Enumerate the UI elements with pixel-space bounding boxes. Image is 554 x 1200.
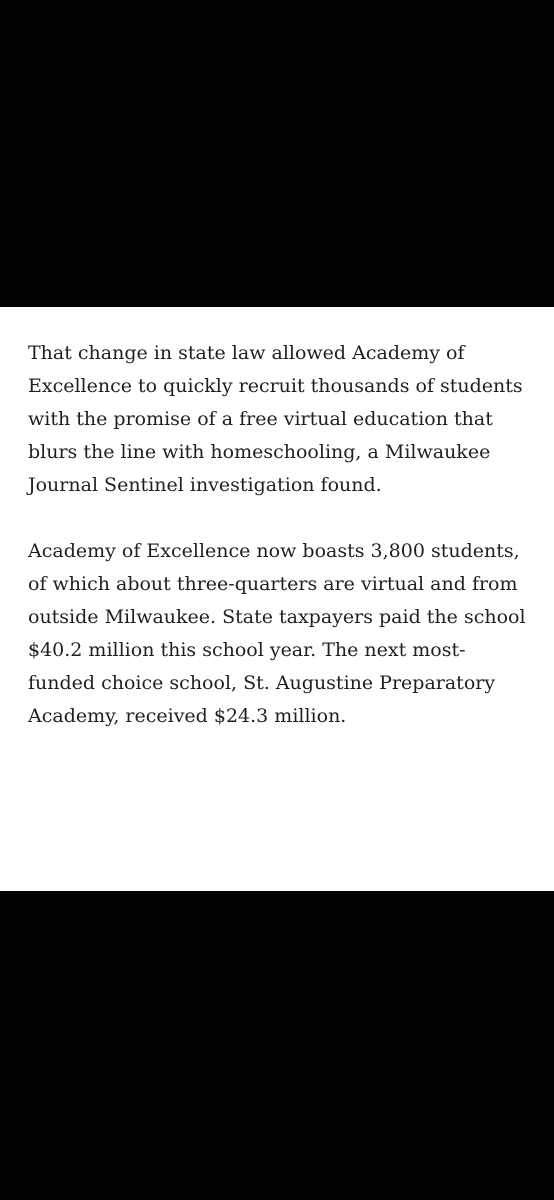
article-paragraph-2: Academy of Excellence now boasts 3,800 students, of which about three-quarters are virtual and from outside Milwaukee. State taxpayers paid the school $40.2 million this school year. The next most-funded choice school, St. Augustine Preparatory Academy, received $24.3 million. xyxy=(28,540,526,727)
article-excerpt xyxy=(0,307,554,891)
article-paragraph-1: That change in state law allowed Academy of Excellence to quickly recruit thousands of students with the promise of a free virtual education that blurs the line with homeschooling, a Milwaukee Journal Sentinel investigation found. xyxy=(28,342,523,496)
bottom-black-area xyxy=(0,891,554,1200)
